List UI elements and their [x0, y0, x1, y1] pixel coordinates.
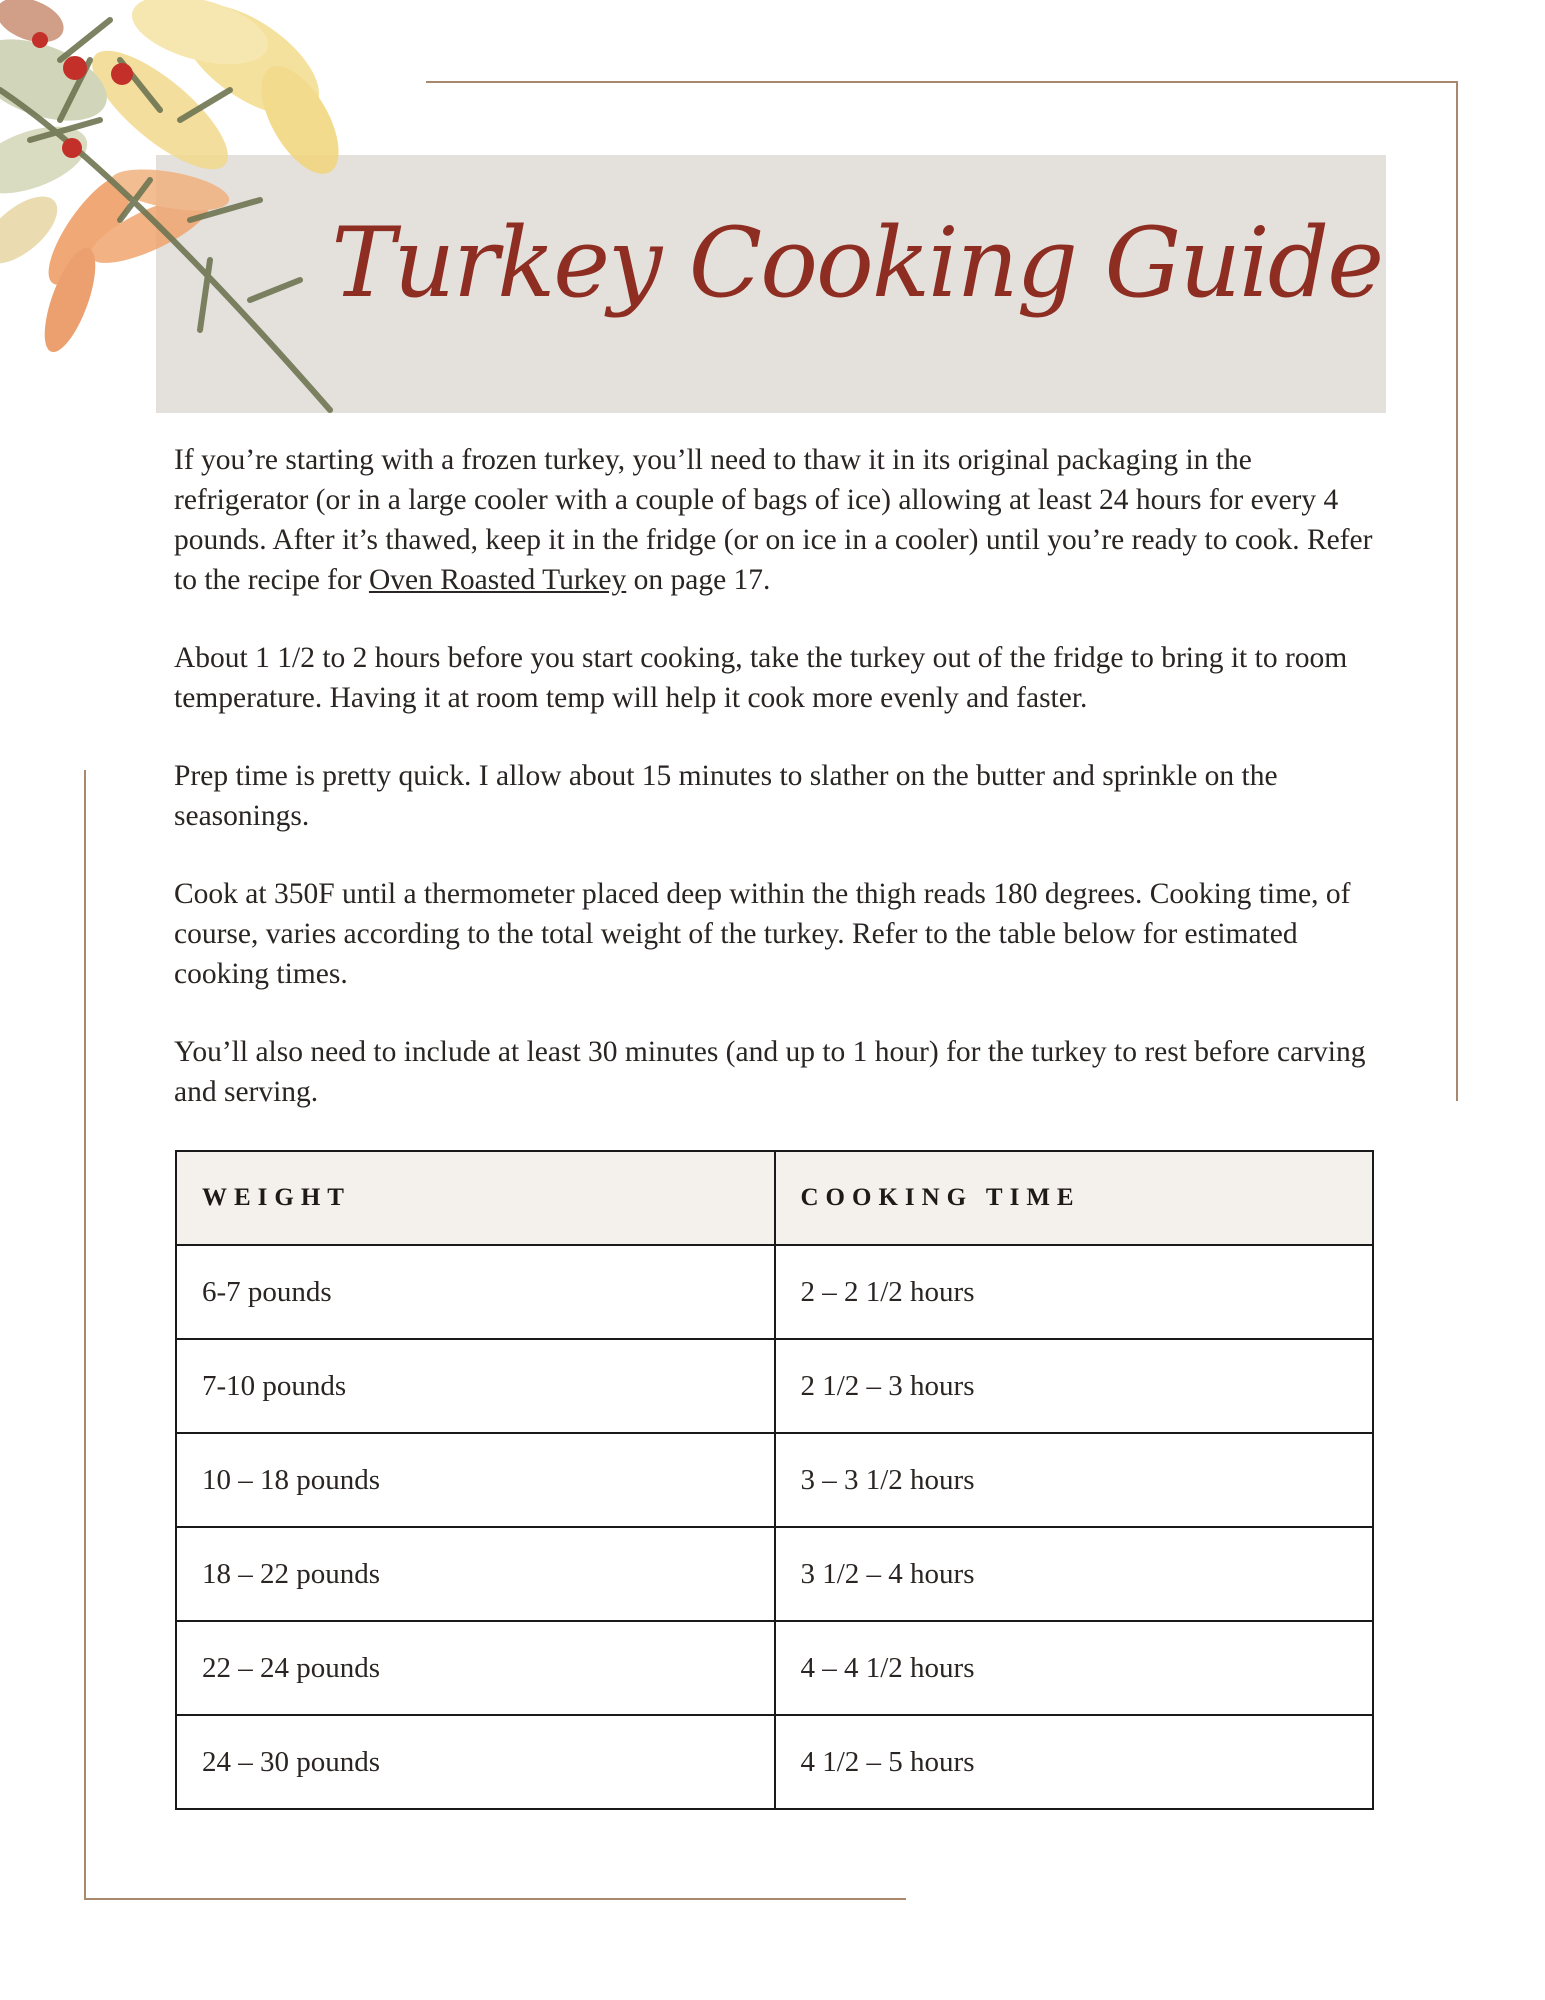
weight-cell: 18 – 22 pounds [176, 1527, 775, 1621]
cooking-time-cell: 2 – 2 1/2 hours [775, 1245, 1374, 1339]
table-row [176, 1621, 1373, 1715]
weight-cell: 22 – 24 pounds [176, 1621, 775, 1715]
frame-line-bottom [84, 1898, 906, 1900]
cooking-time-cell: 3 – 3 1/2 hours [775, 1433, 1374, 1527]
frame-line-left [84, 770, 86, 1900]
table-row [176, 1339, 1373, 1433]
frame-line-top [426, 81, 1458, 83]
paragraph-thawing [174, 440, 1374, 600]
table-header-row [176, 1151, 1373, 1245]
weight-cell: 10 – 18 pounds [176, 1433, 775, 1527]
weight-cell: 24 – 30 pounds [176, 1715, 775, 1809]
oven-roasted-turkey-link[interactable]: Oven Roasted Turkey [368, 564, 627, 596]
cooking-time-cell: 4 – 4 1/2 hours [775, 1621, 1374, 1715]
table-row [176, 1715, 1373, 1809]
paragraph-thawing-text: If you’re starting with a frozen turkey, you’ll need to thaw it in its original packaging in the refrigerator (or in a large cooler with a couple of bags of ice) allowing at least 24 hours for every 4 pounds. After it’s thawed, keep it in the fridge (or on ice in a cooler) until you’re ready to cook. Refer to the recipe for [174, 444, 1373, 596]
paragraph-thawing-end: on page 17. [626, 564, 771, 596]
paragraph-resting: You’ll also need to include at least 30 minutes (and up to 1 hour) for the turkey to rest before carving and serving. [174, 1036, 1366, 1108]
paragraph-prep-time: Prep time is pretty quick. I allow about 15 minutes to slather on the butter and sprinkle on the seasonings. [174, 760, 1278, 832]
column-header-weight: WEIGHT [176, 1151, 775, 1245]
weight-cell: 7-10 pounds [176, 1339, 775, 1433]
column-header-cooking-time: COOKING TIME [775, 1151, 1374, 1245]
foliage-illustration [0, 0, 360, 430]
weight-cell: 6-7 pounds [176, 1245, 775, 1339]
table-row [176, 1433, 1373, 1527]
cooking-time-cell: 3 1/2 – 4 hours [775, 1527, 1374, 1621]
cooking-time-cell: 2 1/2 – 3 hours [775, 1339, 1374, 1433]
paragraph-cook-temp: Cook at 350F until a thermometer placed deep within the thigh reads 180 degrees. Cooking time, of course, varies according to the total weight of the turkey. Refer to the table below for estimated cooking times. [174, 878, 1351, 990]
cooking-time-cell: 4 1/2 – 5 hours [775, 1715, 1374, 1809]
paragraph-room-temp: About 1 1/2 to 2 hours before you start cooking, take the turkey out of the fridge to bring it to room temperature. Having it at room temp will help it cook more evenly and faster. [174, 642, 1348, 714]
frame-line-right [1456, 81, 1458, 1101]
page-title: Turkey Cooking Guide [331, 207, 1382, 319]
body-text [174, 440, 1374, 1150]
cooking-time-table [175, 1150, 1374, 1810]
table-row [176, 1527, 1373, 1621]
table-row [176, 1245, 1373, 1339]
